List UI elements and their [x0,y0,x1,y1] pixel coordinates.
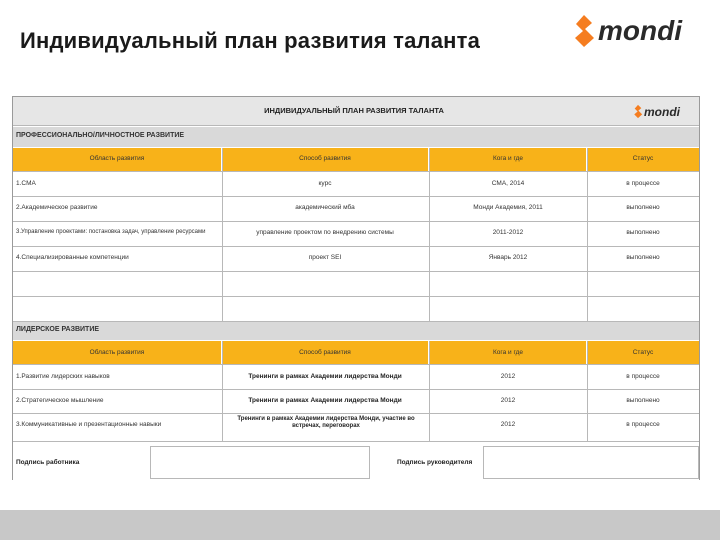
cell-method: управление проектом по внедрению системы [256,229,394,236]
col-header-status: Статус [632,155,654,162]
footer-bar [0,510,720,540]
manager-signature-box[interactable] [483,446,699,479]
cell-status: в процессе [626,180,660,187]
col-header-area: Область развития [89,155,145,162]
cell-method: проект SEI [308,254,342,261]
employee-signature-box[interactable] [150,446,370,479]
cell-area: 3.Управление проектами: постановка задач, управление ресурсами [16,229,206,235]
cell-when: Январь 2012 [488,254,528,261]
development-plan-sheet [12,96,700,480]
cell-area: 4.Специализированные компетенции [16,254,129,261]
cell-when: 2012 [500,421,516,428]
cell-status: выполнено [626,229,660,236]
cell-area: 2.Академическое развитие [16,204,98,211]
cell-method: академический мба [295,204,355,211]
col-header-when-2: Кога и где [493,349,523,356]
cell-method: Тренинги в рамках Академии лидерства Монди [248,373,402,380]
section-band-2 [13,321,699,340]
cell-area: 2.Стратегическое мышление [16,397,104,404]
slide-title: Индивидуальный план развития таланта [20,28,481,53]
mondi-small-logo-mark-icon [633,104,643,119]
cell-when: 2012 [500,397,516,404]
col-header-method-2: Способ развития [299,349,351,356]
manager-signature-label: Подпись руководителя [397,459,473,466]
cell-when: Монди Академия, 2011 [473,204,543,211]
col-header-method: Способ развития [299,155,351,162]
cell-method: Тренинги в рамках Академии лидерства Монди, участие во встречах, переговорах [237,416,415,430]
mondi-small-logo [633,104,680,119]
mondi-logo [572,14,682,48]
small-logo-wordmark: mondi [644,104,680,119]
cell-status: выполнено [626,397,660,404]
cell-area: 3.Коммуникативные и презентационные навыки [16,421,162,428]
section-title-1: ПРОФЕССИОНАЛЬНО/ЛИЧНОСТНОЕ РАЗВИТИЕ [16,132,185,139]
cell-status: выполнено [626,204,660,211]
col-header-area-2: Область развития [89,349,145,356]
cell-status: выполнено [626,254,660,261]
mondi-logo-mark-icon [572,14,596,48]
cell-when: CMA, 2014 [491,180,525,187]
col-header-when: Кога и где [493,155,523,162]
employee-signature-label: Подпись работника [16,459,80,466]
col-header-status-2: Статус [632,349,654,356]
cell-when: 2012 [500,373,516,380]
cell-method: Тренинги в рамках Академии лидерства Монди [248,397,402,404]
sheet-title: ИНДИВИДУАЛЬНЫЙ ПЛАН РАЗВИТИЯ ТАЛАНТА [264,106,444,115]
cell-method: курс [318,180,332,187]
logo-wordmark: mondi [598,15,682,46]
cell-status: в процессе [626,421,660,428]
cell-when: 2011-2012 [492,229,524,236]
cell-status: в процессе [626,373,660,380]
cell-area: 1.Развитие лидерских навыков [16,373,110,380]
section-title-2: ЛИДЕРСКОЕ РАЗВИТИЕ [16,326,100,333]
cell-area: 1.CMA [16,180,36,187]
